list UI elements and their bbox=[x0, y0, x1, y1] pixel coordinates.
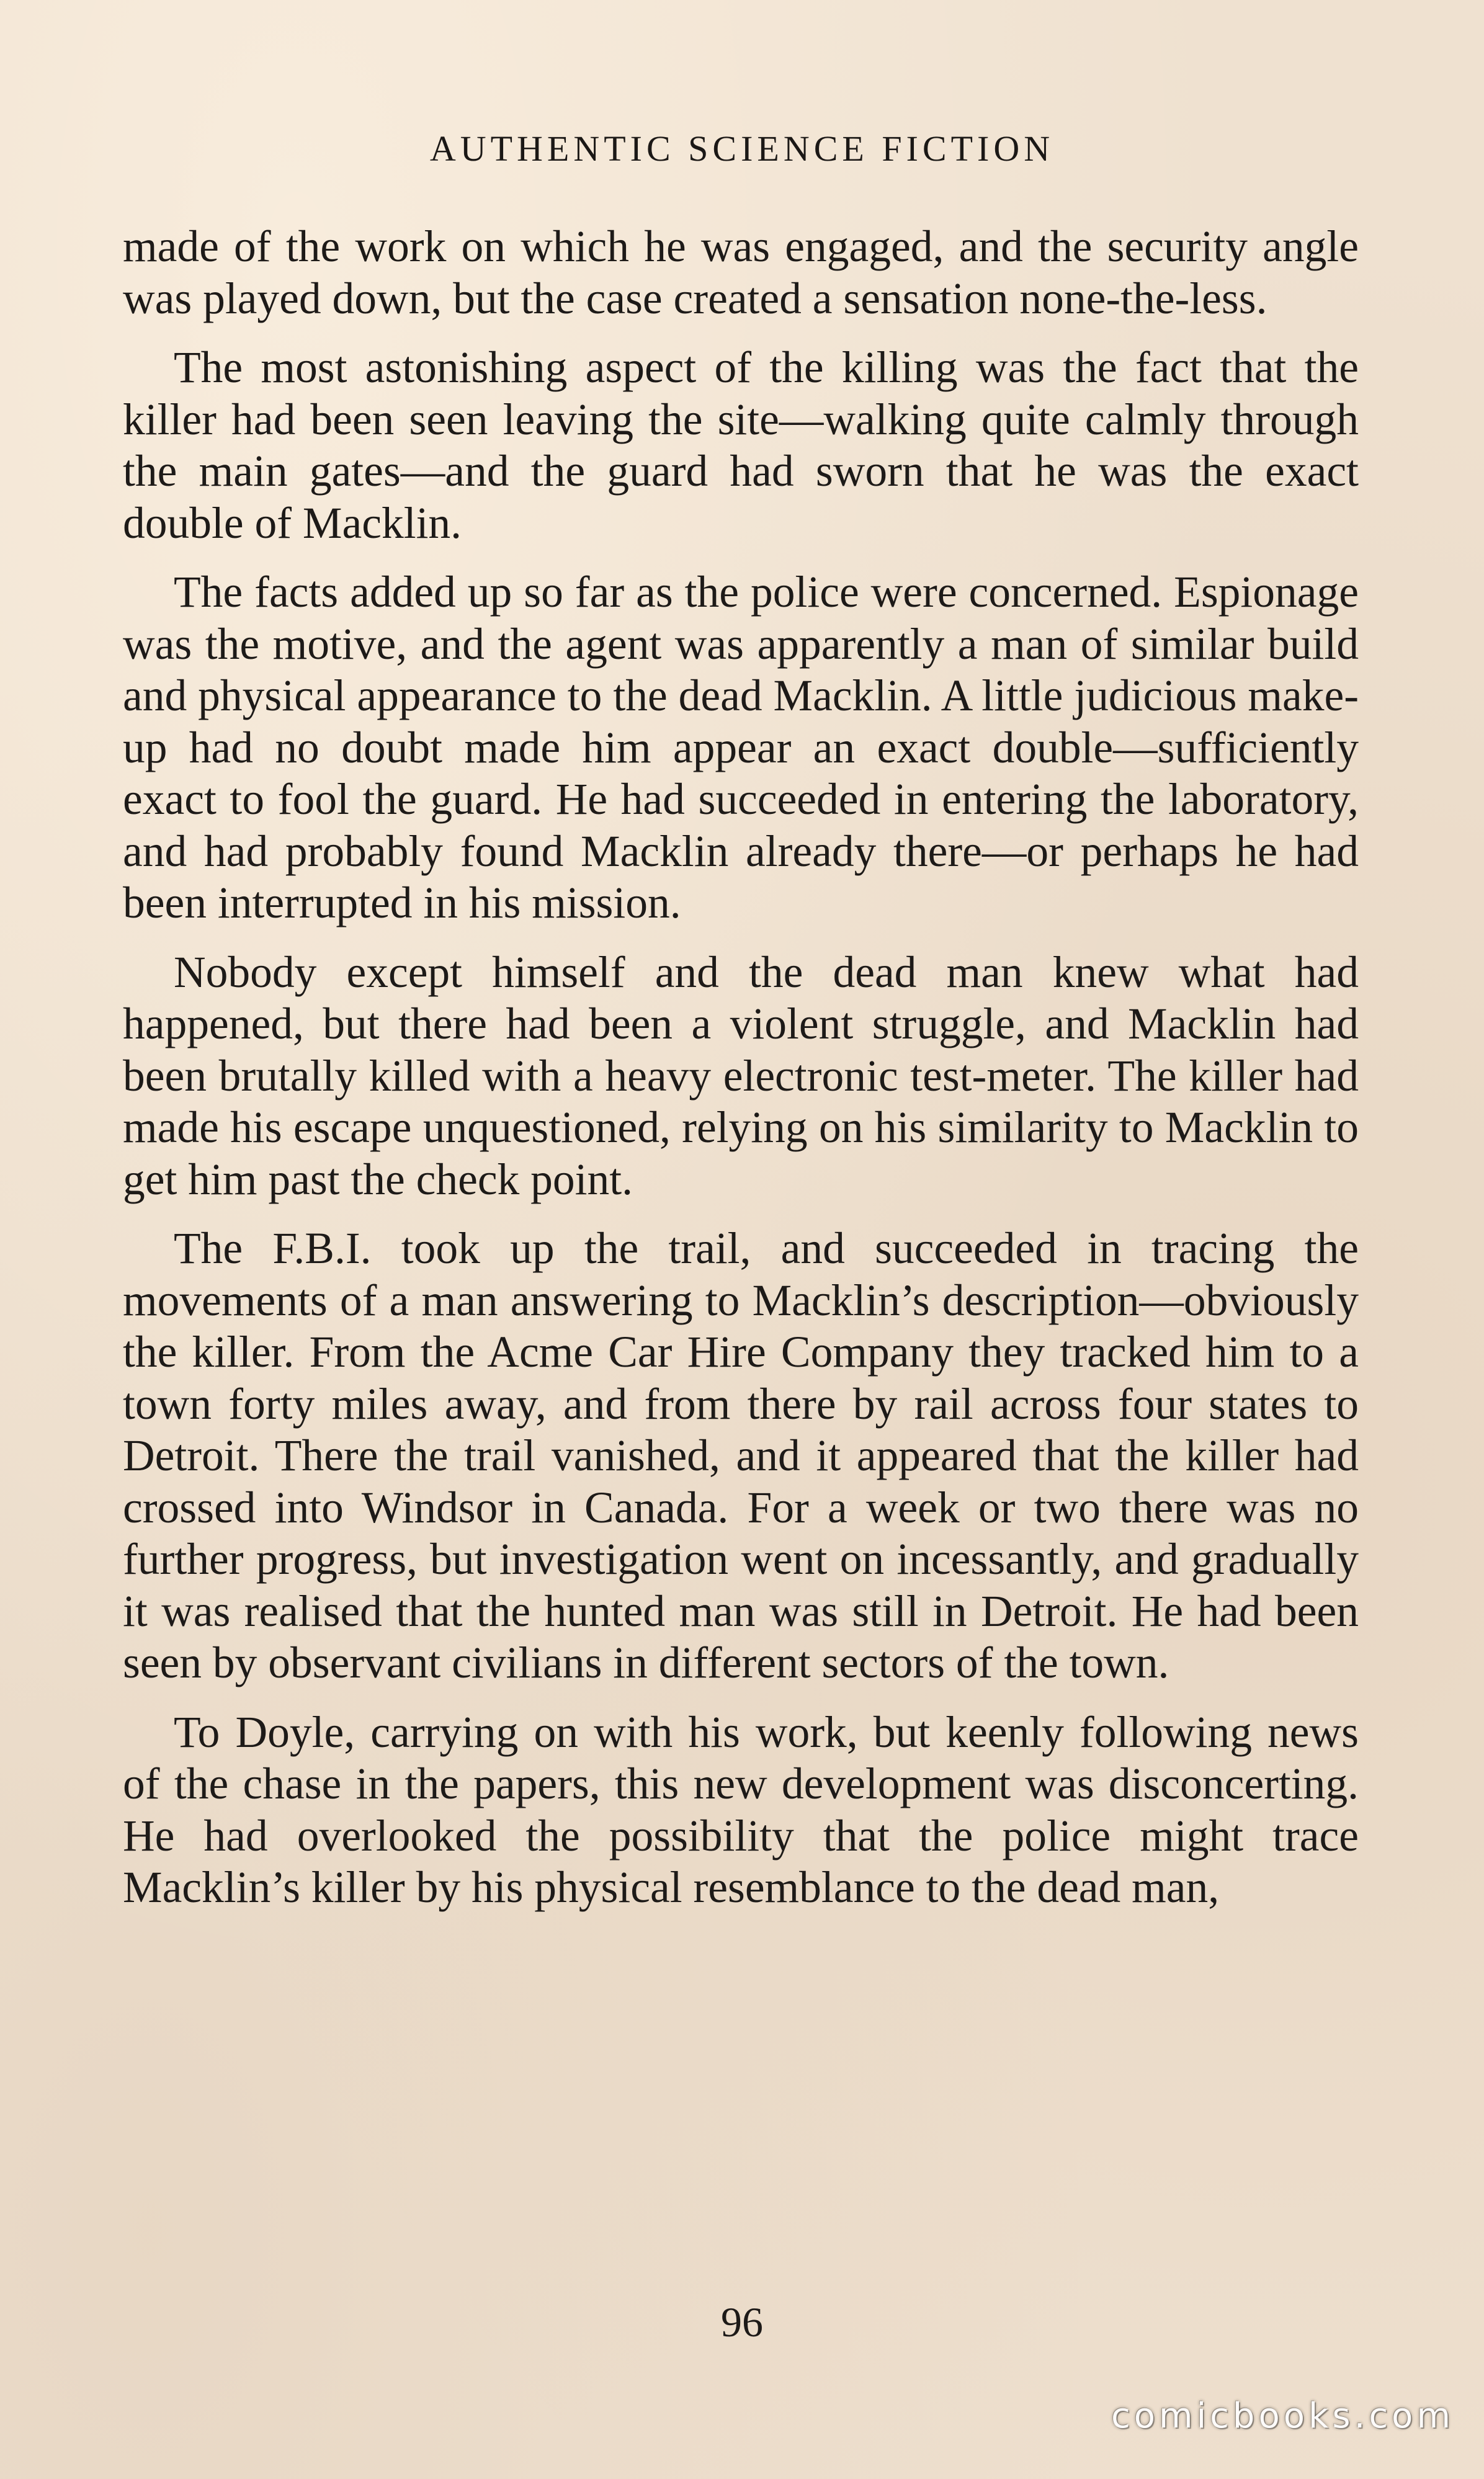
page-number: 96 bbox=[721, 2298, 763, 2346]
paragraph: Nobody except himself and the dead man knew what had happened, but there had been a violent struggle, and Macklin had been brutally killed with a heavy electronic test-meter. The killer had made his escape unquestioned, relying on his similarity to Macklin to get him past the check point. bbox=[123, 947, 1359, 1204]
body-text bbox=[123, 221, 1359, 1931]
paragraph: The F.B.I. took up the trail, and succeeded in tracing the movements of a man answering to Macklin’s description—obviously the killer. From the Acme Car Hire Company they tracked him to a town forty miles away, and from there by rail across four states to Detroit. There the trail vanished, and it appeared that the killer had crossed into Windsor in Canada. For a week or two there was no further progress, but investigation went on incessantly, and gradually it was realised that the hunted man was still in Detroit. He had been seen by observant civilians in different sectors of the town. bbox=[123, 1224, 1359, 1687]
site-watermark: comicbooks.com bbox=[1111, 2396, 1454, 2436]
paragraph: The most astonishing aspect of the killing was the fact that the killer had been seen leaving the site—walking quite calmly through the main gates—and the guard had sworn that he was the exact double of Macklin. bbox=[123, 343, 1359, 548]
paragraph: The facts added up so far as the police were concerned. Espionage was the motive, and the agent was apparently a man of similar build and physical appearance to the dead Macklin. A little judicious make-up had no doubt made him appear an exact double—sufficiently exact to fool the guard. He had succeeded in entering the laboratory, and had probably found Macklin already there—or perhaps he had been interrupted in his mission. bbox=[123, 568, 1359, 927]
running-head: AUTHENTIC SCIENCE FICTION bbox=[429, 128, 1055, 169]
paragraph-continued: made of the work on which he was engaged, and the security angle was played down, but the case created a sensation none-the-less. bbox=[123, 222, 1359, 323]
paragraph: To Doyle, carrying on with his work, but keenly following news of the chase in the papers, this new development was disconcerting. He had overlooked the possibility that the police might trace Macklin’s killer by his physical resemblance to the dead man, bbox=[123, 1707, 1359, 1912]
